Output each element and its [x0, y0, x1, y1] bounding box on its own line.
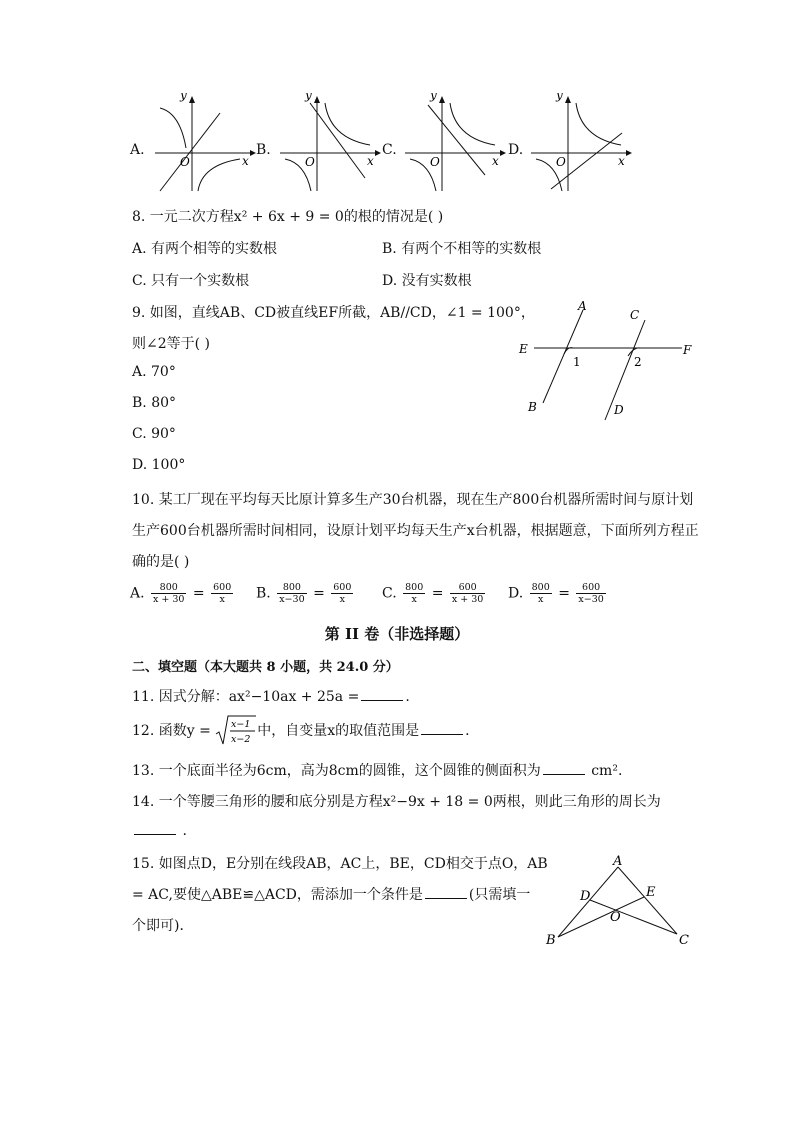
label-e: E — [646, 885, 656, 900]
angle-1-arc — [564, 348, 573, 354]
svg-text:x: x — [367, 154, 374, 168]
q10-line-1: 10. 某工厂现在平均每天比原计算多生产30台机器，现在生产800台机器所需时间与原计划 — [132, 492, 694, 508]
q14-line-2: . — [132, 822, 187, 839]
q8-option-c[interactable]: C. 只有一个实数根 — [132, 273, 250, 289]
label-2: 2 — [634, 355, 642, 369]
q8-option-a[interactable]: A. 有两个相等的实数根 — [132, 241, 278, 257]
sqrt-expression — [215, 714, 257, 748]
q9-stem: 9. 如图，直线AB、CD被直线EF所截，AB//CD，∠1 = 100°， — [132, 305, 535, 321]
label-e: E — [519, 342, 528, 356]
svg-text:x: x — [492, 154, 499, 168]
label-d: D — [614, 403, 624, 417]
x-label: x — [242, 154, 249, 168]
segment-be — [558, 897, 644, 937]
y-label: y — [180, 93, 187, 102]
sqrt-denominator: x−2 — [231, 734, 251, 745]
q15-line-2: = AC,要使△ABE≌△ACD，需添加一个条件是 (只需填一 — [132, 887, 531, 903]
q7-option-c-label[interactable]: C. — [382, 142, 397, 158]
q7-graph-c — [400, 93, 510, 193]
svg-text:y: y — [430, 93, 437, 102]
q11: 11. 因式分解：ax²−10ax + 25a = . — [132, 689, 410, 705]
y-axis-arrow — [189, 96, 195, 103]
q10-option-b[interactable]: B. $\frac{800}{x-30}$ = $\frac{600}{x}$ — [256, 582, 352, 605]
label-f: F — [683, 343, 692, 357]
svg-text:y: y — [556, 93, 563, 102]
q7-graph-b — [275, 93, 385, 193]
label-a: A — [578, 299, 587, 313]
q11-answer-blank[interactable] — [361, 688, 403, 701]
q8-option-b[interactable]: B. 有两个不相等的实数根 — [382, 241, 542, 257]
q10-option-a[interactable]: A. $\frac{800}{x + 30}$ = $\frac{600}{x}$ — [130, 582, 232, 605]
q14-answer-blank[interactable] — [134, 822, 176, 835]
q8-option-d[interactable]: D. 没有实数根 — [382, 273, 472, 289]
svg-text:O: O — [305, 155, 315, 169]
q7-graph-a — [150, 93, 260, 193]
line-cd — [605, 320, 645, 420]
svg-text:x: x — [618, 154, 625, 168]
hyperbola-branch-2 — [198, 159, 240, 191]
label-c: C — [630, 308, 640, 322]
origin-label: O — [180, 155, 190, 169]
label-o: O — [610, 910, 621, 925]
q10-option-d[interactable]: D. $\frac{800}{x}$ = $\frac{600}{x-30}$ — [508, 582, 604, 605]
q7-option-a-label[interactable]: A. — [130, 142, 145, 158]
q13: 13. 一个底面半径为6cm，高为8cm的圆锥，这个圆锥的侧面积为 cm². — [132, 763, 623, 779]
label-a: A — [613, 854, 623, 869]
q15-line-3: 个即可)． — [132, 918, 194, 934]
q10-line-3: 确的是( ) — [132, 554, 190, 570]
q9-option-a[interactable]: A. 70° — [132, 364, 176, 380]
q12: 12. 函数y = x−1 x−2 中，自变量x的取值范围是 . — [132, 714, 470, 748]
q8-stem: 8. 一元二次方程x² + 6x + 9 = 0的根的情况是( ) — [132, 209, 444, 225]
sqrt-numerator: x−1 — [231, 719, 251, 730]
hyperbola-branch-1 — [160, 108, 186, 148]
segment-ac — [618, 867, 677, 934]
q9-figure — [510, 298, 700, 428]
q7-option-d-label[interactable]: D. — [508, 142, 524, 158]
q10-option-c[interactable]: C. $\frac{800}{x}$ = $\frac{600}{x + 30}$ — [382, 582, 484, 605]
label-b: B — [528, 400, 537, 414]
label-b: B — [546, 933, 556, 948]
q9-option-d[interactable]: D. 100° — [132, 457, 186, 473]
q10-line-2: 生产600台机器所需时间相同，设原计划平均每天生产x台机器，根据题意，下面所列方程正 — [132, 523, 699, 539]
svg-text:O: O — [556, 155, 566, 169]
q9-option-b[interactable]: B. 80° — [132, 395, 177, 411]
label-1: 1 — [573, 355, 581, 369]
q15-answer-blank[interactable] — [425, 886, 467, 899]
part2-title: 第 II 卷（非选择题） — [324, 625, 470, 643]
q7-graph-d — [526, 93, 636, 193]
q15-line-1: 15. 如图点D，E分别在线段AB，AC上，BE，CD相交于点O，AB — [132, 856, 548, 872]
svg-text:y: y — [305, 93, 312, 102]
q12-answer-blank[interactable] — [421, 722, 463, 735]
q7-option-b-label[interactable]: B. — [256, 142, 271, 158]
q9-stem-2: 则∠2等于( ) — [132, 336, 211, 352]
q13-answer-blank[interactable] — [543, 762, 585, 775]
section-heading: 二、填空题（本大题共 8 小题，共 24.0 分） — [132, 660, 399, 675]
line-graph — [160, 113, 220, 191]
q15-figure — [540, 850, 700, 950]
svg-text:O: O — [430, 155, 440, 169]
label-c: C — [679, 933, 689, 948]
segment-cd — [590, 900, 677, 934]
q14-line-1: 14. 一个等腰三角形的腰和底分别是方程x²−9x + 18 = 0两根，则此三角形的周长为 — [132, 794, 661, 810]
q9-option-c[interactable]: C. 90° — [132, 426, 176, 442]
label-d: D — [580, 889, 591, 904]
